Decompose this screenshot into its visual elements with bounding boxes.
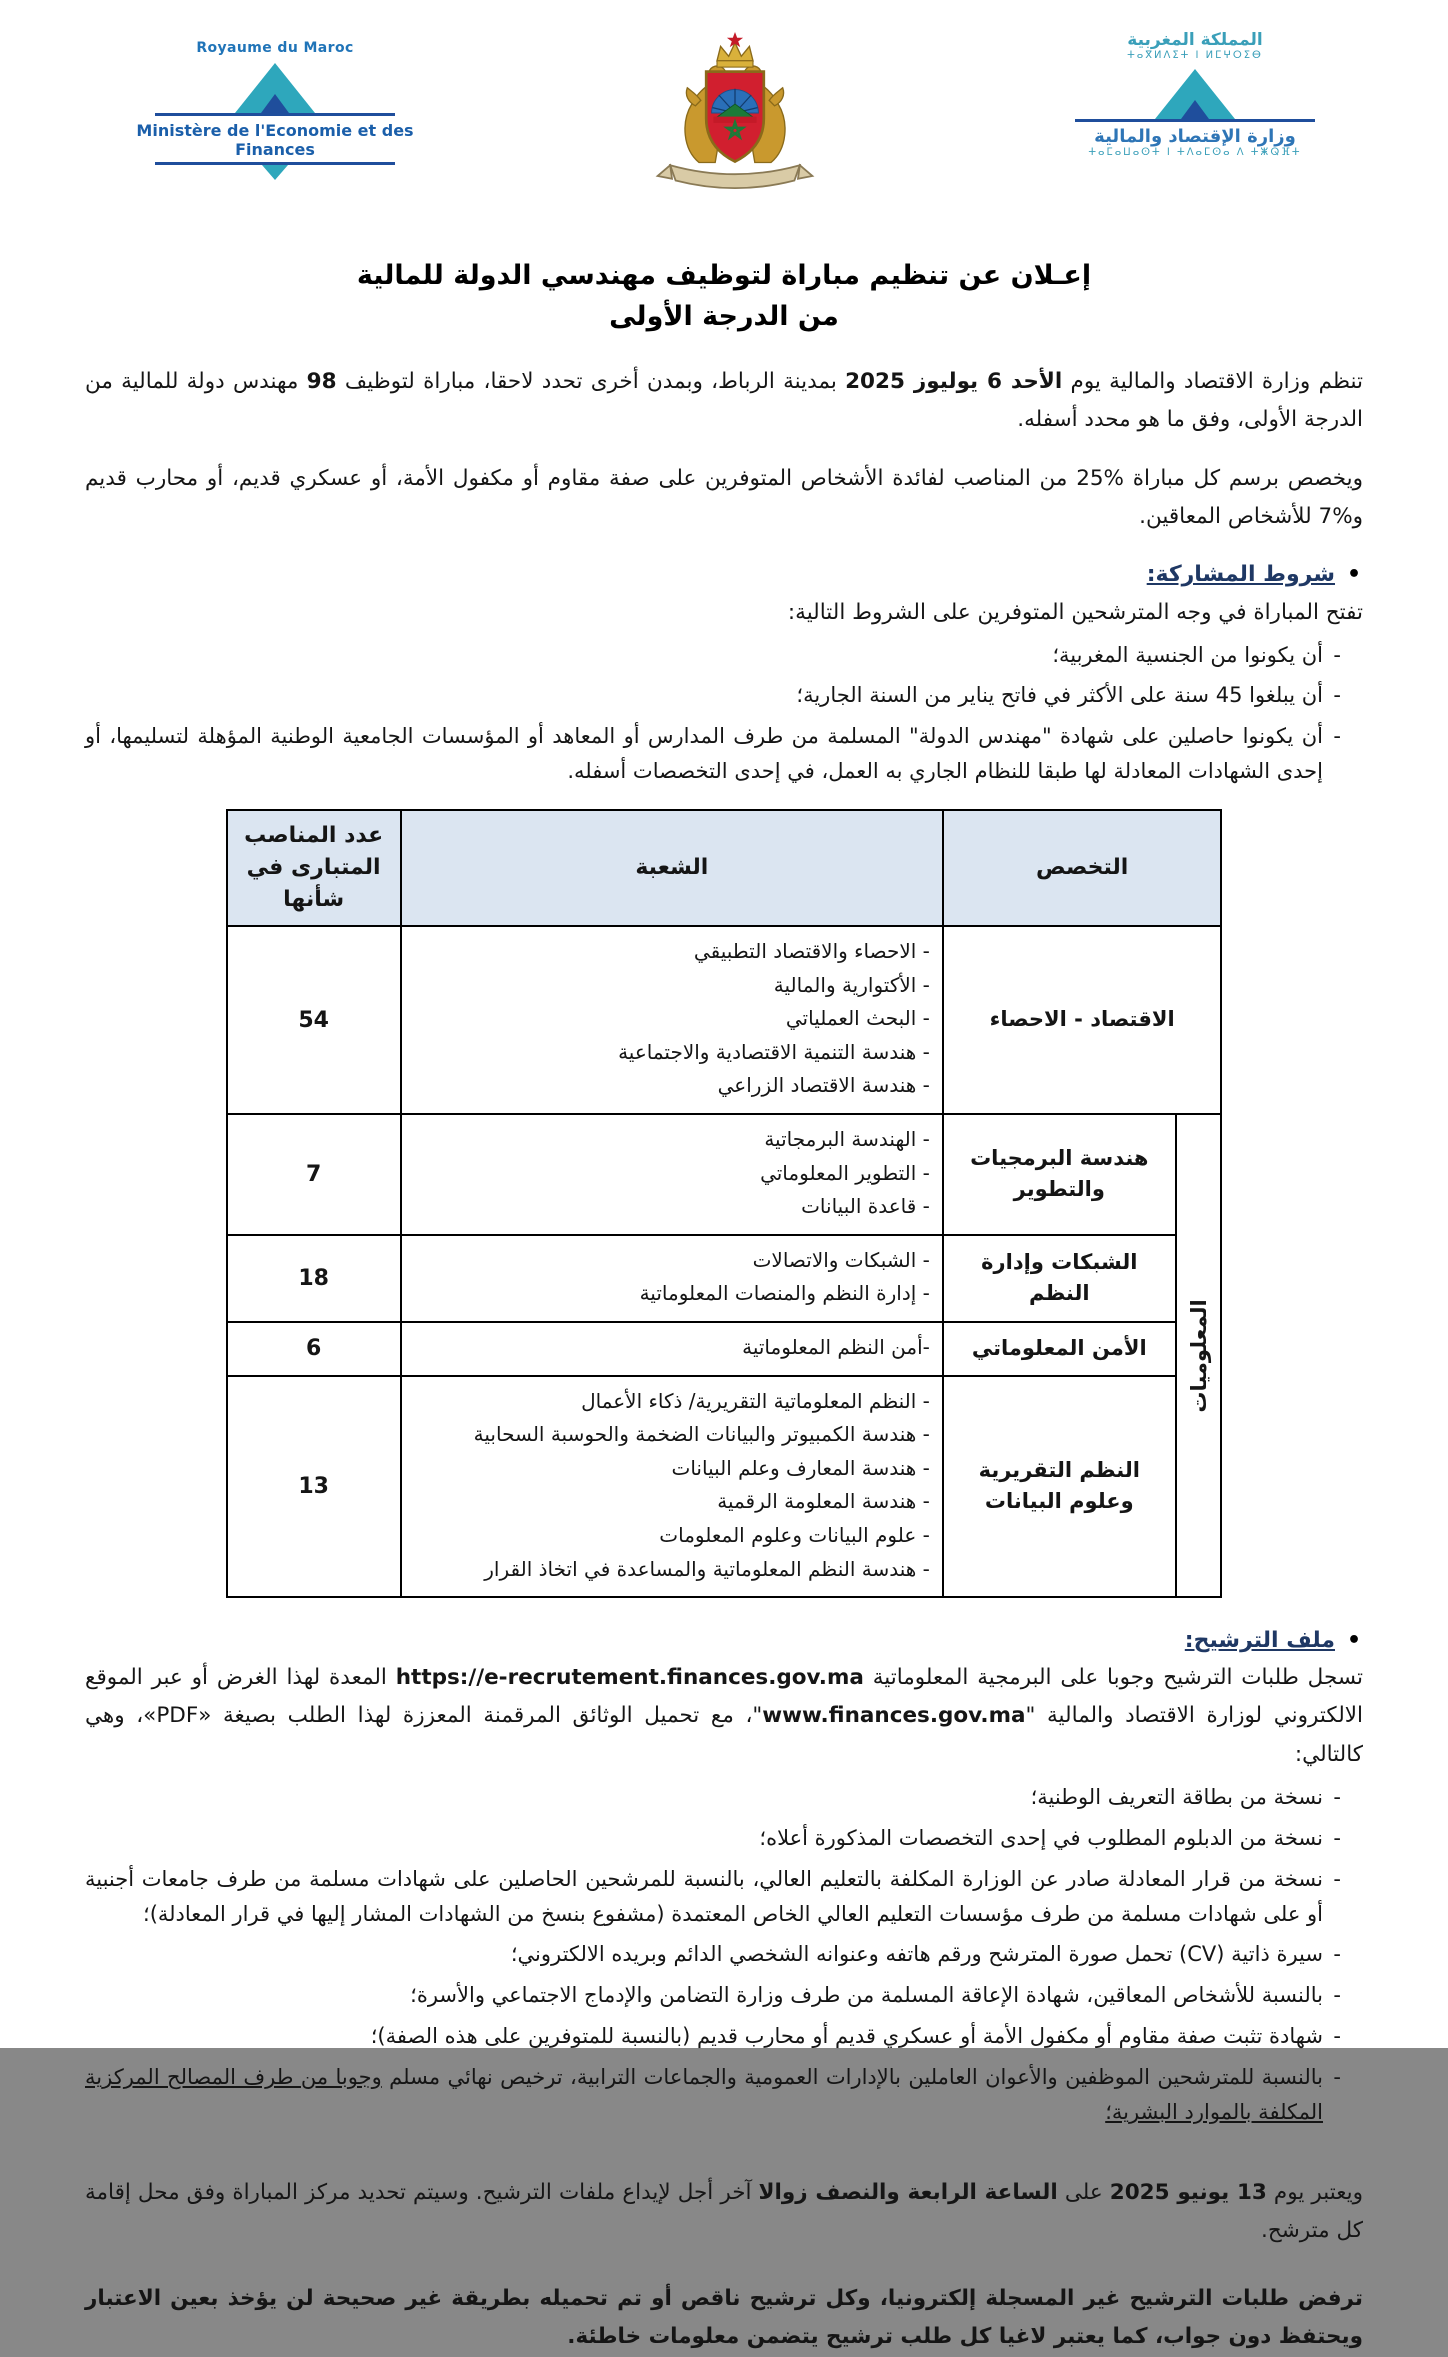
announcement-title (85, 256, 1363, 337)
document-item: - شهادة تثبت صفة مقاوم أو مكفول الأمة أو عسكري قديم أو محارب قديم (بالنسبة للمتوفرين على هذه الصفة)؛ (85, 2019, 1363, 2054)
ministry-label-fr: Ministère de l'Economie et des Finances (136, 121, 414, 159)
branch-line: - الشبكات والاتصالات (752, 1247, 930, 1272)
branch-line: - الهندسة البرمجاتية (764, 1127, 930, 1152)
mef-triangle-icon (125, 58, 425, 116)
branch-line: -أمن النظم المعلوماتية (742, 1334, 930, 1359)
table-header-row (227, 810, 1222, 926)
kingdom-label-tifinagh: ⵜⴰⴳⵍⴷⵉⵜ ⵏ ⵍⵎⵖⵔⵉⴱ (1127, 50, 1263, 61)
intro-p1-post: مهندس دولة للمالية من الدرجة الأولى، وفق ما هو محدد أسفله. (85, 369, 1363, 433)
deadline-time: الساعة الرابعة والنصف زوالا (758, 2179, 1058, 2205)
ministry-website-url: www.finances.gov.ma (762, 1703, 1026, 1729)
intro-paragraph-1 (85, 363, 1363, 440)
intro-paragraph-2: ويخصص برسم كل مباراة %25 من المناصب لفائدة الأشخاص المتوفرين على صفة مقاوم أو مكفول الأمة، أو عسكري قديم، أو محارب قديم و%7 للأشخاص المعاقين. (85, 465, 1364, 529)
branch-line: - هندسة الكمبيوتر والبيانات الضخمة والحوسبة السحابية (473, 1422, 930, 1447)
table-row (227, 926, 1222, 1114)
condition-item: - أن يكونوا من الجنسية المغربية؛ (85, 638, 1363, 673)
title-line-1: إعـلان عن تنظيم مباراة لتوظيف مهندسي الدولة للمالية (356, 260, 1092, 291)
document-header (125, 30, 1345, 200)
count-cell: 54 (227, 926, 401, 1114)
branches-cell (401, 1235, 943, 1322)
ministry-label-tifinagh: ⵜⴰⵎⴰⵡⴰⵙⵜ ⵏ ⵜⴷⴰⵎⵙⴰ ⴷ ⵜⵥⵕⴼⵜ (1088, 147, 1302, 158)
intro-p1-pre: تنظم وزارة الاقتصاد والمالية يوم (1062, 369, 1364, 394)
coat-of-arms-icon (645, 32, 825, 198)
application-intro (85, 1659, 1363, 1774)
branches-cell (401, 1322, 943, 1376)
conditions-heading: • شروط المشاركة: (85, 562, 1363, 587)
count-cell: 6 (227, 1322, 401, 1376)
conditions-intro: تفتح المباراة في وجه المترشحين المتوفرين على الشروط التالية: (787, 600, 1363, 626)
rejection-warning: ترفض طلبات الترشيح غير المسجلة إلكترونيا، وكل ترشيح ناقص أو تم تحميله بطريقة غير صحيحة لن يؤخذ بعين الاعتبار ويحتفظ دون جواب، كما يعتبر لاغيا كل طلب ترشيح يتضمن معلومات خاطئة. (85, 2286, 1363, 2350)
specialization-cell: الأمن المعلوماتي (943, 1322, 1176, 1376)
document-item: - نسخة من الدبلوم المطلوب في إحدى التخصصات المذكورة أعلاه؛ (85, 1821, 1363, 1856)
mandatory-authorization-text: وجوبا من طرف المصالح المركزية المكلفة بالموارد البشرية؛ (85, 2064, 1323, 2124)
document-item: - نسخة من بطاقة التعريف الوطنية؛ (85, 1780, 1363, 1815)
kingdom-label-fr: Royaume du Maroc (196, 40, 354, 56)
branches-cell (401, 1114, 943, 1235)
mef-underline-icon (125, 162, 425, 178)
document-item: - سيرة ذاتية (CV) تحمل صورة المترشح ورقم هاتفه وعنوانه الشخصي الدائم وبريده الالكتروني؛ (85, 1937, 1363, 1972)
branch-line: - الاحصاء والاقتصاد التطبيقي (693, 939, 930, 964)
branch-line: - البحث العملياتي (785, 1006, 930, 1031)
table-row (227, 1235, 1222, 1322)
condition-item: - أن يبلغوا 45 سنة على الأكثر في فاتح يناير من السنة الجارية؛ (85, 678, 1363, 713)
recruitment-portal-url: https://e-recrutement.finances.gov.ma (395, 1665, 864, 1691)
column-header-branch: الشعبة (401, 810, 943, 926)
table-row (227, 1376, 1222, 1598)
branches-cell (401, 1376, 943, 1598)
document-item: - بالنسبة للأشخاص المعاقين، شهادة الإعاقة المسلمة من طرف وزارة التضامن والإدماج الاجتماعي والأسرة؛ (85, 1978, 1363, 2013)
count-cell: 13 (227, 1376, 401, 1598)
branch-line: - النظم المعلوماتية التقريرية/ ذكاء الأعمال (581, 1388, 930, 1413)
mef-triangle-icon (1045, 64, 1345, 122)
column-header-specialization: التخصص (943, 810, 1222, 926)
positions-count: 98 (306, 369, 337, 394)
specialization-cell: هندسة البرمجيات والتطوير (943, 1114, 1176, 1235)
branch-line: - التطوير المعلوماتي (760, 1160, 930, 1185)
branch-line: - هندسة الاقتصاد الزراعي (717, 1073, 930, 1098)
table-row (227, 1322, 1222, 1376)
specialization-cell: النظم التقريرية وعلوم البيانات (943, 1376, 1176, 1598)
specialization-cell: الاقتصاد - الاحصاء (943, 926, 1222, 1114)
count-cell: 7 (227, 1114, 401, 1235)
deadline-paragraph: ويعتبر يوم 13 يونيو 2025 على الساعة الرابعة والنصف زوالا آخر أجل لإيداع ملفات الترشيح. وسيتم تحديد مركز المباراة وفق محل إقامة كل مترشح. (85, 2179, 1363, 2243)
branch-line: - علوم البيانات وعلوم المعلومات (659, 1522, 930, 1547)
column-header-count: عدد المناصب المتبارى في شأنها (227, 810, 401, 926)
condition-item: - أن يكونوا حاصلين على شهادة "مهندس الدولة" المسلمة من طرف المدارس أو المعاهد أو المؤسسات الجامعية الوطنية المؤهلة لتسليمها، أو إحدى الشهادات المعادلة لها طبقا للنظام الجاري به العمل، في إحدى التخصصات أسفله. (85, 719, 1363, 789)
count-cell: 18 (227, 1235, 401, 1322)
branch-line: - هندسة النظم المعلوماتية والمساعدة في اتخاذ القرار (484, 1556, 930, 1581)
exam-date: الأحد 6 يوليوز 2025 (845, 369, 1063, 394)
specializations-table (226, 809, 1223, 1598)
kingdom-label-ar: المملكة المغربية (1127, 30, 1263, 50)
table-row (227, 1114, 1222, 1235)
conditions-list (85, 638, 1363, 789)
branch-line: - قاعدة البيانات (801, 1194, 930, 1219)
branch-line: - هندسة التنمية الاقتصادية والاجتماعية (618, 1039, 930, 1064)
mef-logo-arabic (1045, 30, 1345, 159)
branch-line: - هندسة المعلومة الرقمية (717, 1489, 930, 1514)
document-item: - نسخة من قرار المعادلة صادر عن الوزارة المكلفة بالتعليم العالي، بالنسبة للمرشحين الحاصلين على شهادات مسلمة من طرف جامعات أجنبية أو على شهادات مسلمة من طرف مؤسسات التعليم العالي الخاص المعتمدة (مشفوع بنسخ من الشهادات المشار إليها في قرار المعادلة)؛ (85, 1862, 1363, 1932)
application-documents-list (85, 1780, 1363, 2130)
application-intro-pre: تسجل طلبات الترشيح وجوبا على البرمجية المعلوماتية (863, 1665, 1363, 1691)
mef-logo-french (125, 30, 425, 178)
branch-line: - الأكتوارية والمالية (773, 972, 930, 997)
title-line-2: من الدرجة الأولى (609, 300, 839, 332)
application-intro-post: "، مع تحميل الوثائق المرقمنة المعززة لهذا الطلب بصيغة «PDF»، وهي كالتالي: (85, 1703, 1363, 1767)
branches-cell (401, 926, 943, 1114)
deadline-date: 13 يونيو 2025 (1109, 2179, 1267, 2205)
application-heading: • ملف الترشيح: (85, 1628, 1363, 1653)
ministry-label-ar: وزارة الإقتصاد والمالية (1094, 126, 1296, 147)
branch-line: - إدارة النظم والمنصات المعلوماتية (639, 1281, 930, 1306)
branch-line: - هندسة المعارف وعلم البيانات (671, 1455, 930, 1480)
document-item: - بالنسبة للمترشحين الموظفين والأعوان العاملين بالإدارات العمومية والجماعات الترابية، ترخيص نهائي مسلم وجوبا من طرف المصالح المركزية المكلفة بالموارد البشرية؛ (85, 2060, 1363, 2130)
specialization-cell: الشبكات وإدارة النظم (943, 1235, 1176, 1322)
intro-p1-mid: بمدينة الرباط، وبمدن أخرى تحدد لاحقا، مباراة لتوظيف (336, 369, 846, 394)
group-label-informatics: المعلوميات (1176, 1114, 1222, 1597)
application-intro-mid: المعدة لهذا الغرض أو عبر الموقع الالكتروني لوزارة الاقتصاد والمالية " (85, 1665, 1364, 1729)
